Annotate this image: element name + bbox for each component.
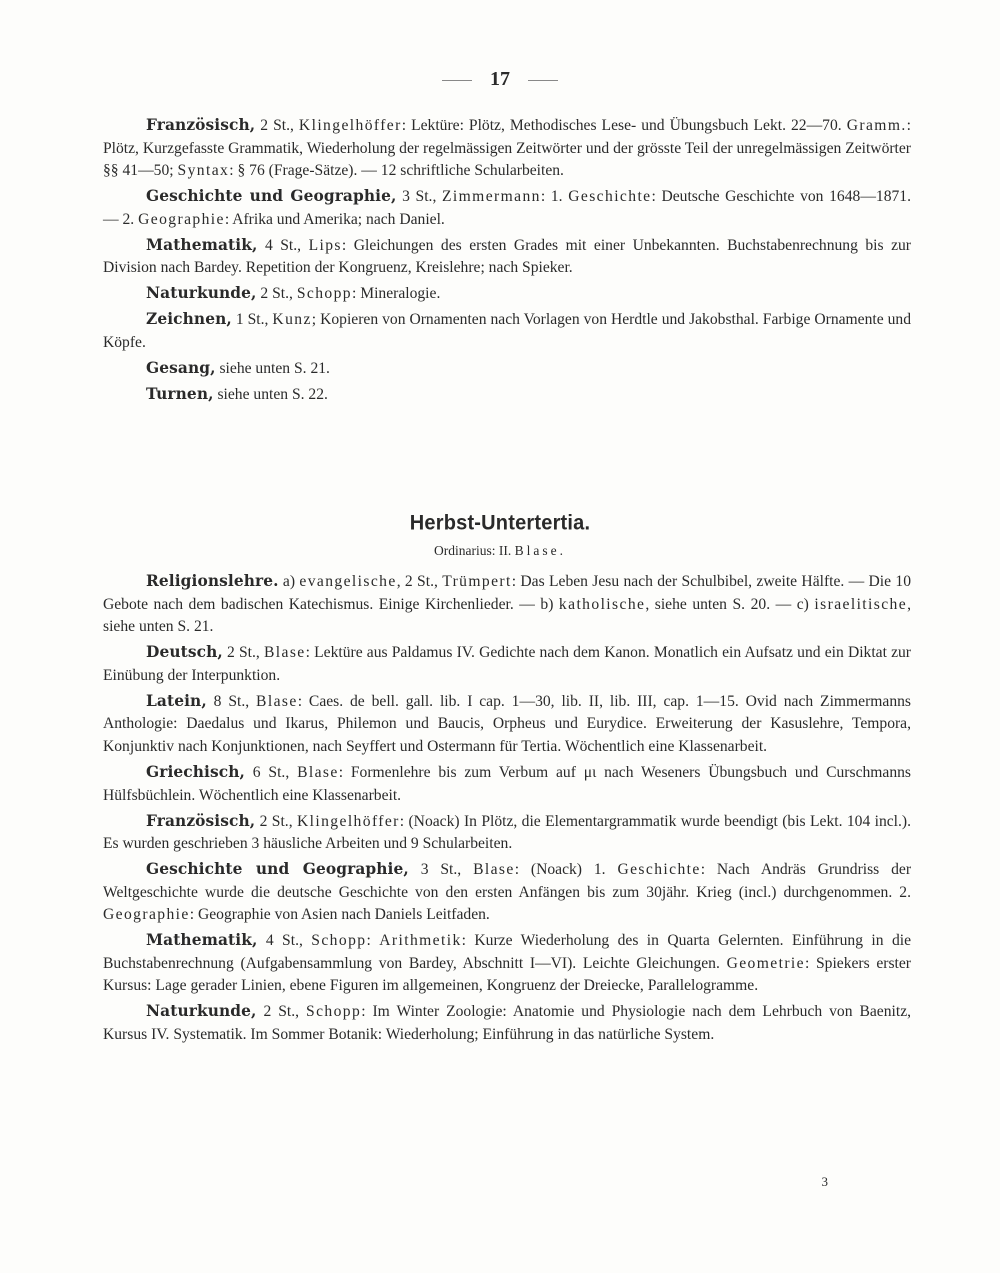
text-run: a)	[278, 573, 300, 590]
spaced-term: Trümpert	[442, 573, 512, 590]
text-run: : Plötz, Kurzgefasste Grammatik, Wiederholung der regelmässigen Zeitwörter und der grösste Teil der unregelmässigen Zeitwörter §§ 41—50;	[103, 117, 911, 180]
subject-paragraph	[103, 185, 911, 231]
subject-name: Deutsch,	[146, 643, 223, 662]
spaced-term: Geographie	[103, 906, 190, 924]
subject-name: Zeichnen,	[146, 310, 232, 329]
text-run: : 1.	[540, 188, 569, 206]
text-run: : Das Leben Jesu nach der Schulbibel, zweite Hälfte. — Die 10 Gebote nach dem badischen Katechismus. Einige Kirchenlieder. — b)	[103, 573, 911, 613]
teacher-name: Klingelhöffer	[298, 117, 402, 134]
text-run: : (Noack) In Plötz, die Elementargrammatik wurde beendigt (bis Lekt. 104 incl.). Es wurden geschrieben 3 häusliche Arbeiten und 9 Schularbeiten.	[103, 812, 912, 853]
text-run: :	[366, 932, 380, 950]
text-run: 2 St.,	[255, 812, 297, 830]
text-run: siehe unten S. 21.	[215, 359, 330, 377]
text-run: 4 St.,	[257, 932, 312, 950]
subject-name: Religionslehre.	[146, 572, 279, 590]
ordinarius-label: Ordinarius: II.	[434, 543, 512, 558]
subject-paragraph	[103, 383, 911, 407]
teacher-name: Blase	[263, 644, 306, 662]
subject-name: Französisch,	[146, 116, 256, 134]
text-run: 2 St.,	[222, 644, 264, 662]
section-title: Herbst-Untertertia.	[409, 511, 591, 535]
spaced-term: israelitische	[814, 595, 908, 613]
text-run: 3 St.,	[396, 188, 442, 206]
subject-name: Latein,	[146, 691, 207, 710]
subject-paragraph	[103, 858, 911, 927]
text-run: 6 St.,	[244, 763, 298, 781]
text-run: : Lektüre: Plötz, Methodisches Lese- und Übungsbuch Lekt. 22—70.	[401, 117, 847, 134]
teacher-name: Zimmermann	[442, 188, 541, 206]
text-run: 1 St.,	[231, 311, 273, 329]
teacher-name: Blase	[256, 692, 298, 710]
subject-name: Geschichte und Geographie,	[146, 187, 397, 206]
ordinarius-name: Blase.	[514, 543, 566, 558]
text-run: : Spiekers erster Kursus: Lage gerader Linien, ebene Figuren im allgemeinen, Kongruenz der Dreiecke, Parallelogramme.	[103, 954, 911, 995]
text-run: : Afrika und Amerika; nach Daniel.	[224, 210, 445, 228]
subject-name: Geschichte und Geographie,	[146, 860, 409, 879]
page-number: 17	[490, 68, 510, 90]
text-run: 2 St.,	[256, 285, 297, 303]
subject-name: Naturkunde,	[146, 1002, 257, 1021]
text-run: 4 St.,	[257, 236, 309, 254]
subject-name: Französisch,	[146, 811, 256, 830]
spaced-term: Arithmetik	[379, 932, 462, 950]
text-run: ; Kopieren von Ornamenten nach Vorlagen von Herdtle und Jakobsthal. Farbige Ornamente und Köpfe.	[103, 311, 912, 351]
subject-name: Mathematik,	[146, 235, 258, 254]
subject-paragraph	[103, 357, 911, 381]
curriculum-block-upper	[103, 114, 911, 409]
spaced-term: Geometrie	[726, 954, 805, 972]
teacher-name: Lips	[308, 236, 342, 254]
text-run: : Lektüre aus Paldamus IV. Gedichte nach dem Kanon. Monatlich ein Aufsatz und ein Diktat zur Einübung der Interpunktion.	[103, 644, 912, 684]
sheet-mark: 3	[821, 1174, 828, 1189]
subject-paragraph	[103, 690, 911, 759]
text-run: : Formenlehre bis zum Verbum auf μι nach Weseners Übungsbuch und Curschmanns Hülfsbüchlein. Wöchentlich eine Klassenarbeit.	[103, 763, 911, 804]
teacher-name: evangelische	[299, 573, 397, 590]
subject-name: Turnen,	[146, 384, 214, 403]
page-header	[0, 68, 1000, 91]
teacher-name: Schopp	[306, 1003, 362, 1021]
header-dash-left	[442, 80, 472, 81]
text-run: siehe unten S. 22.	[213, 385, 328, 403]
spaced-term: Gramm.	[846, 117, 907, 134]
subject-paragraph	[103, 570, 911, 639]
text-run: : Deutsche Geschichte von 1648—1871. — 2.	[103, 188, 911, 228]
teacher-name: Schopp	[296, 285, 352, 303]
text-run: : Geographie von Asien nach Daniels Leitfaden.	[189, 906, 490, 924]
text-run: : Caes. de bell. gall. lib. I cap. 1—30, lib. II, lib. III, cap. 1—15. Ovid nach Zimmermanns Anthologie: Daedalus und Ikarus, Philemon und Baucis, Orpheus und Eurydice. Erweiterung der Kasuslehre, Tempora, Konjunktiv nach Konjunktionen, nach Seyffert und Ostermann für Tertia. Wöchentlich eine Klassenarbeit.	[103, 692, 911, 755]
teacher-name: Blase	[473, 861, 515, 879]
spaced-term: katholische	[558, 595, 646, 613]
teacher-name: Kunz	[272, 311, 312, 329]
text-run: 2 St.,	[256, 1003, 306, 1021]
text-run: : § 76 (Frage-Sätze). — 12 schriftliche Schularbeiten.	[229, 162, 564, 180]
teacher-name: Klingelhöffer	[296, 812, 400, 830]
subject-paragraph	[103, 308, 911, 354]
text-run: , 2 St.,	[396, 573, 443, 590]
subject-name: Naturkunde,	[146, 284, 257, 303]
spaced-term: Syntax	[177, 162, 230, 180]
spaced-term: Geographie	[138, 210, 225, 228]
ordinarius-line	[0, 543, 1000, 559]
spaced-term: Geschichte	[568, 188, 652, 206]
subject-paragraph	[103, 641, 911, 687]
text-run: , siehe unten S. 20. — c)	[645, 595, 815, 613]
text-run: : Kurze Wiederholung des in Quarta Gelernten. Einführung in die Buchstabenrechnung (Aufgabensammlung von Bardey, Abschnitt I—VI). Leichte Gleichungen.	[103, 932, 912, 972]
text-run: : Mineralogie.	[352, 285, 441, 303]
teacher-name: Schopp	[311, 932, 367, 950]
text-run: 2 St.,	[255, 117, 299, 134]
subject-paragraph	[103, 929, 911, 998]
text-run: : Nach Andräs Grundriss der Weltgeschichte wurde die deutsche Geschichte von den ersten Anfängen bis zum 30jähr. Krieg (incl.) durchgenommen. 2.	[103, 861, 912, 901]
subject-paragraph	[103, 761, 911, 807]
subject-name: Griechisch,	[146, 762, 245, 781]
subject-paragraph	[103, 282, 911, 306]
subject-paragraph	[103, 234, 911, 280]
text-run: 3 St.,	[408, 861, 474, 879]
text-run: 8 St.,	[206, 692, 257, 710]
header-dash-right	[528, 80, 558, 81]
subject-paragraph	[103, 114, 911, 183]
subject-name: Mathematik,	[146, 931, 258, 950]
text-run: , siehe unten S. 21.	[103, 595, 911, 636]
text-run: : Gleichungen des ersten Grades mit einer Unbekannten. Buchstabenrechnung bis zur Division nach Bardey. Repetition der Kongruenz, Kreislehre; nach Spieker.	[103, 236, 911, 277]
curriculum-block-lower	[103, 570, 911, 1049]
text-run: : Im Winter Zoologie: Anatomie und Physiologie nach dem Lehrbuch von Baenitz, Kursus IV. Systematik. Im Sommer Botanik: Wiederholung; Einführung in das natürliche System.	[103, 1003, 912, 1044]
spaced-term: Geschichte	[617, 861, 701, 879]
teacher-name: Blase	[297, 763, 339, 781]
text-run: : (Noack) 1.	[514, 861, 618, 879]
subject-name: Gesang,	[146, 358, 216, 377]
subject-paragraph	[103, 810, 911, 856]
subject-paragraph	[103, 1000, 911, 1046]
